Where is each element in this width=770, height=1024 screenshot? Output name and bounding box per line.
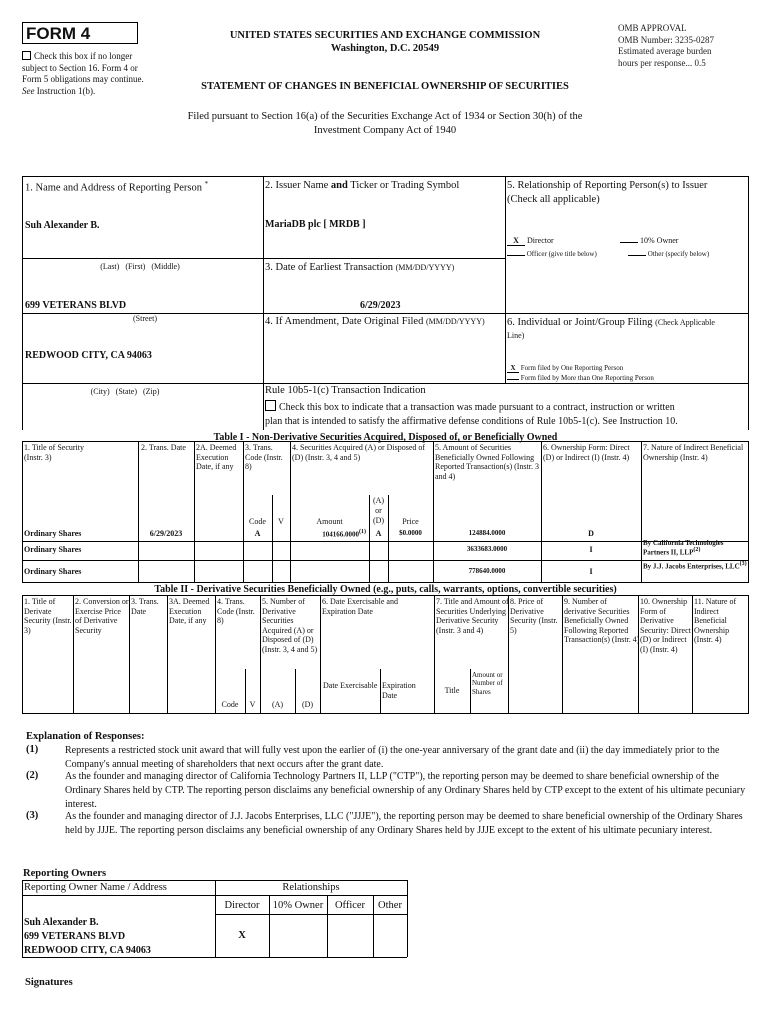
omb-hours: hours per response... 0.5 [618, 58, 706, 69]
box6-label-text: 6. Individual or Joint/Group Filing [507, 317, 653, 328]
t1-r1-owned: 124884.0000 [468, 529, 506, 537]
rule-text [265, 400, 747, 428]
one-person-mark[interactable]: X [510, 364, 516, 372]
more-person-blank[interactable] [507, 379, 519, 380]
explanation-num-1: (1) [26, 744, 39, 755]
t1-r1-price: $0.0000 [399, 529, 422, 537]
t2-sub-amount: Amount or Number of Shares [472, 671, 503, 696]
owner-row [24, 916, 151, 957]
section16-text: Check this box if no longer subject to Section 16. Form 4 or Form 5 obligations may continue. [22, 51, 144, 85]
omb-box [618, 23, 748, 70]
t1-h3: 3. Trans. Code (Instr. 8) [245, 443, 283, 472]
t1-h7: 7. Nature of Indirect Beneficial Ownership (Instr. 4) [643, 443, 744, 462]
t1-r3-nature-note: (3) [739, 561, 747, 567]
omb-number: OMB Number: 3235-0287 [618, 34, 714, 45]
t1-r1-form: D [588, 529, 594, 538]
explanation-num-2: (2) [26, 770, 39, 781]
explanation-text-1: Represents a restricted stock unit award that will fully vest upon the earlier of (i) the one-year anniversary of the grant date and (ii) the day immediately prior to the Company's annual meeting of shareholders that next occurs after the grant date. [65, 745, 720, 770]
t2-h7: 7. Title and Amount of Securities Underlying Derivative Security (Instr. 3 and 4) [436, 597, 509, 635]
box5-label-2: (Check all applicable) [507, 194, 600, 205]
t1-h5: 5. Amount of Securities Beneficially Owned Following Reported Transaction(s) (Instr. 3 and 4) [435, 443, 539, 481]
box3-label-text: 3. Date of Earliest Transaction [265, 262, 394, 273]
box6-label [507, 316, 745, 342]
t1-h2: 2. Trans. Date [141, 443, 186, 452]
t1-r1-amount-value: 104166.0000 [322, 530, 359, 539]
filed-pursuant-line2: Investment Company Act of 1940 [313, 125, 457, 136]
owner-name: Suh Alexander B. [24, 917, 99, 928]
t2-h9: 9. Number of derivative Securities Beneficially Owned Following Reported Transaction(s) (Instr. 4) [564, 597, 640, 645]
see-word: See [22, 85, 35, 96]
box2-label-b: Ticker or Trading Symbol [350, 180, 460, 191]
rule-title: Rule 10b5-1(c) Transaction Indication [265, 385, 426, 396]
t1-r3-form: I [589, 567, 593, 576]
city-caption: (City) (State) (Zip) [90, 387, 160, 396]
tenpct-blank[interactable] [620, 242, 638, 243]
owner-director-mark: X [238, 930, 246, 941]
one-person-label: Form filed by One Reporting Person [520, 364, 624, 372]
t1-r2-nature-text: By California Technologies Partners II, LLP [643, 539, 724, 557]
box2-label [265, 180, 459, 191]
t2-h11: 11. Nature of Indirect Beneficial Ownership (Instr. 4) [694, 597, 737, 645]
signatures-title: Signatures [25, 977, 73, 988]
officer-option [507, 250, 597, 258]
t1-r3-nature [643, 561, 749, 571]
explanation-num-3: (3) [26, 810, 39, 821]
tenpct-option [620, 236, 678, 245]
t1-r1-title: Ordinary Shares [24, 529, 82, 538]
box2-label-a: 2. Issuer Name [265, 180, 329, 191]
t1-r3-nature-text: By J.J. Jacobs Enterprises, LLC [643, 562, 740, 571]
table1-title: Table I - Non-Derivative Securities Acquired, Disposed of, or Beneficially Owned [213, 432, 558, 443]
officer-label: Officer (give title below) [526, 250, 597, 258]
t1-sub-v: V [278, 517, 284, 526]
t2-sub-exp: Expiration Date [382, 681, 416, 700]
box1-mark: * [204, 180, 209, 188]
name-caption: (Last) (First) (Middle) [100, 262, 180, 271]
t2-h10: 10. Ownership Form of Derivative Security: Direct (D) or Indirect (I) (Instr. 4) [640, 597, 691, 654]
t1-r1-code: A [254, 529, 261, 538]
t2-h1: 1. Title of Derivate Security (Instr. 3) [24, 597, 72, 635]
t1-r3-owned: 778640.0000 [468, 567, 506, 575]
t1-r2-nature [643, 539, 749, 557]
other-option [628, 250, 709, 258]
box4-format: (MM/DD/YYYY) [425, 317, 485, 326]
t2-sub-title: Title [444, 686, 460, 695]
owners-col-officer: Officer [334, 900, 366, 911]
t2-h6: 6. Date Exercisable and Expiration Date [322, 597, 398, 616]
explanation-text-3: As the founder and managing director of J.J. Jacobs Enterprises, LLC ("JJJE"), the reporting person may be deemed to share beneficial ownership of the Ordinary Shares held by JJJE. The reporting person disclaims any beneficial ownership of any Ordinary Shares held by JJJE except to the extent of his ultimate pecuniary interest. [65, 811, 743, 836]
explanation-text-2: As the founder and managing director of California Technology Partners II, LLP ("CTP"), the reporting person may be deemed to share beneficial ownership of the Ordinary Shares held by CTP. The reporting person disclaims any beneficial ownership of any Ordinary Shares held by CTP except to the extent of his ultimate pecuniary interest. [65, 771, 746, 810]
box4-label [265, 316, 485, 327]
t1-h6: 6. Ownership Form: Direct (D) or Indirect (I) (Instr. 4) [543, 443, 630, 462]
rule-text-2: plan that is intended to satisfy the affirmative defense conditions of Rule 10b5-1(c). See Instruction 10. [265, 415, 678, 427]
t1-sub-code: Code [249, 517, 266, 526]
box3-label [265, 262, 454, 273]
owners-title: Reporting Owners [23, 868, 107, 879]
tenpct-label: 10% Owner [640, 236, 679, 245]
box1-label [25, 180, 208, 194]
reporting-person-name: Suh Alexander B. [25, 220, 100, 231]
other-blank[interactable] [628, 255, 646, 256]
form-title-box [22, 22, 138, 44]
issuer-name: MariaDB plc [ MRDB ] [265, 219, 366, 230]
section16-checkbox[interactable] [22, 51, 31, 60]
t2-sub-code: Code [221, 700, 239, 709]
form-title: FORM 4 [26, 24, 91, 43]
rule-checkbox[interactable] [265, 400, 276, 411]
agency-name: UNITED STATES SECURITIES AND EXCHANGE COMMISSION [229, 30, 541, 41]
one-person-option [507, 364, 623, 373]
section16-checkbox-note [22, 51, 154, 97]
other-label: Other (specify below) [647, 250, 710, 258]
reporting-city: REDWOOD CITY, CA 94063 [25, 350, 152, 361]
statement-title: STATEMENT OF CHANGES IN BENEFICIAL OWNERSHIP OF SECURITIES [201, 81, 569, 92]
t2-h4: 4. Trans. Code (Instr. 8) [217, 597, 255, 626]
t2-h5: 5. Number of Derivative Securities Acquired (A) or Disposed of (D) (Instr. 3, 4 and 5) [262, 597, 318, 654]
owners-col-other: Other [378, 900, 402, 911]
more-person-label: Form filed by More than One Reporting Person [520, 374, 654, 382]
omb-approval: OMB APPROVAL [618, 23, 687, 33]
box4-label-text: 4. If Amendment, Date Original Filed [265, 316, 424, 327]
t1-r2-form: I [589, 545, 593, 554]
table2-title: Table II - Derivative Securities Beneficially Owned (e.g., puts, calls, warrants, options, convertible securities) [154, 584, 617, 595]
t1-h1: 1. Title of Security (Instr. 3) [24, 443, 85, 462]
earliest-transaction-date: 6/29/2023 [360, 300, 401, 311]
owner-city: REDWOOD CITY, CA 94063 [24, 944, 151, 956]
agency-location: Washington, D.C. 20549 [330, 43, 440, 54]
box5-label-1: 5. Relationship of Reporting Person(s) to Issuer [507, 180, 708, 191]
rule-text-1: Check this box to indicate that a transaction was made pursuant to a contract, instruction or written [279, 402, 675, 413]
t2-h3: 3. Trans. Date [131, 597, 159, 616]
filed-pursuant-line1: Filed pursuant to Section 16(a) of the Securities Exchange Act of 1934 or Section 30(h) of the [187, 111, 583, 122]
t2-h3a: 3A. Deemed Execution Date, if any [169, 597, 210, 626]
owners-col-name: Reporting Owner Name / Address [24, 882, 167, 893]
t1-r2-nature-note: (2) [693, 547, 701, 554]
t2-sub-v: V [249, 700, 256, 709]
t1-r2-owned: 3633683.0000 [466, 545, 508, 553]
owners-col-relationships: Relationships [282, 882, 340, 893]
omb-burden: Estimated average burden [618, 46, 712, 57]
box6-check: (Check Applicable [655, 318, 715, 327]
t1-r1-date: 6/29/2023 [149, 529, 183, 538]
box2-label-and: and [330, 180, 348, 191]
owners-col-director: Director [224, 900, 260, 911]
director-option [507, 236, 554, 246]
t1-h4: 4. Securities Acquired (A) or Disposed of (D) (Instr. 3, 4 and 5) [292, 443, 426, 462]
t2-sub-d: (D) [301, 700, 314, 709]
t1-r1-amount-note: (1) [359, 529, 366, 535]
t2-h8: 8. Price of Derivative Security (Instr. 5) [510, 597, 558, 635]
officer-blank[interactable] [507, 255, 525, 256]
instruction-ref: Instruction 1(b). [36, 85, 96, 96]
box3-format: (MM/DD/YYYY) [395, 263, 455, 272]
more-person-option [507, 374, 654, 382]
t1-sub-aord: (A) or (D) [372, 496, 385, 525]
t1-sub-amount: Amount [316, 517, 343, 526]
t1-r1-aord: A [375, 529, 382, 538]
explanation-title: Explanation of Responses: [26, 731, 145, 742]
t1-sub-price: Price [402, 517, 419, 526]
director-label: Director [527, 236, 554, 245]
box1-label-text: 1. Name and Address of Reporting Person [25, 182, 203, 194]
reporting-street: 699 VETERANS BLVD [25, 300, 127, 311]
t2-sub-a: (A) [271, 700, 284, 709]
t2-h2: 2. Conversion or Exercise Price of Derivative Security [75, 597, 129, 635]
street-caption: (Street) [133, 314, 157, 323]
director-mark[interactable]: X [513, 236, 519, 245]
t2-sub-date-ex: Date Exercisable [323, 681, 378, 690]
t1-r1-amount [290, 529, 366, 539]
owners-col-tenpct: 10% Owner [272, 900, 324, 911]
owner-street: 699 VETERANS BLVD [24, 930, 126, 942]
t1-r2-title: Ordinary Shares [24, 545, 82, 554]
box6-line: Line) [507, 331, 525, 341]
t1-r3-title: Ordinary Shares [24, 567, 82, 576]
t1-h2a: 2A. Deemed Execution Date, if any [196, 443, 237, 472]
